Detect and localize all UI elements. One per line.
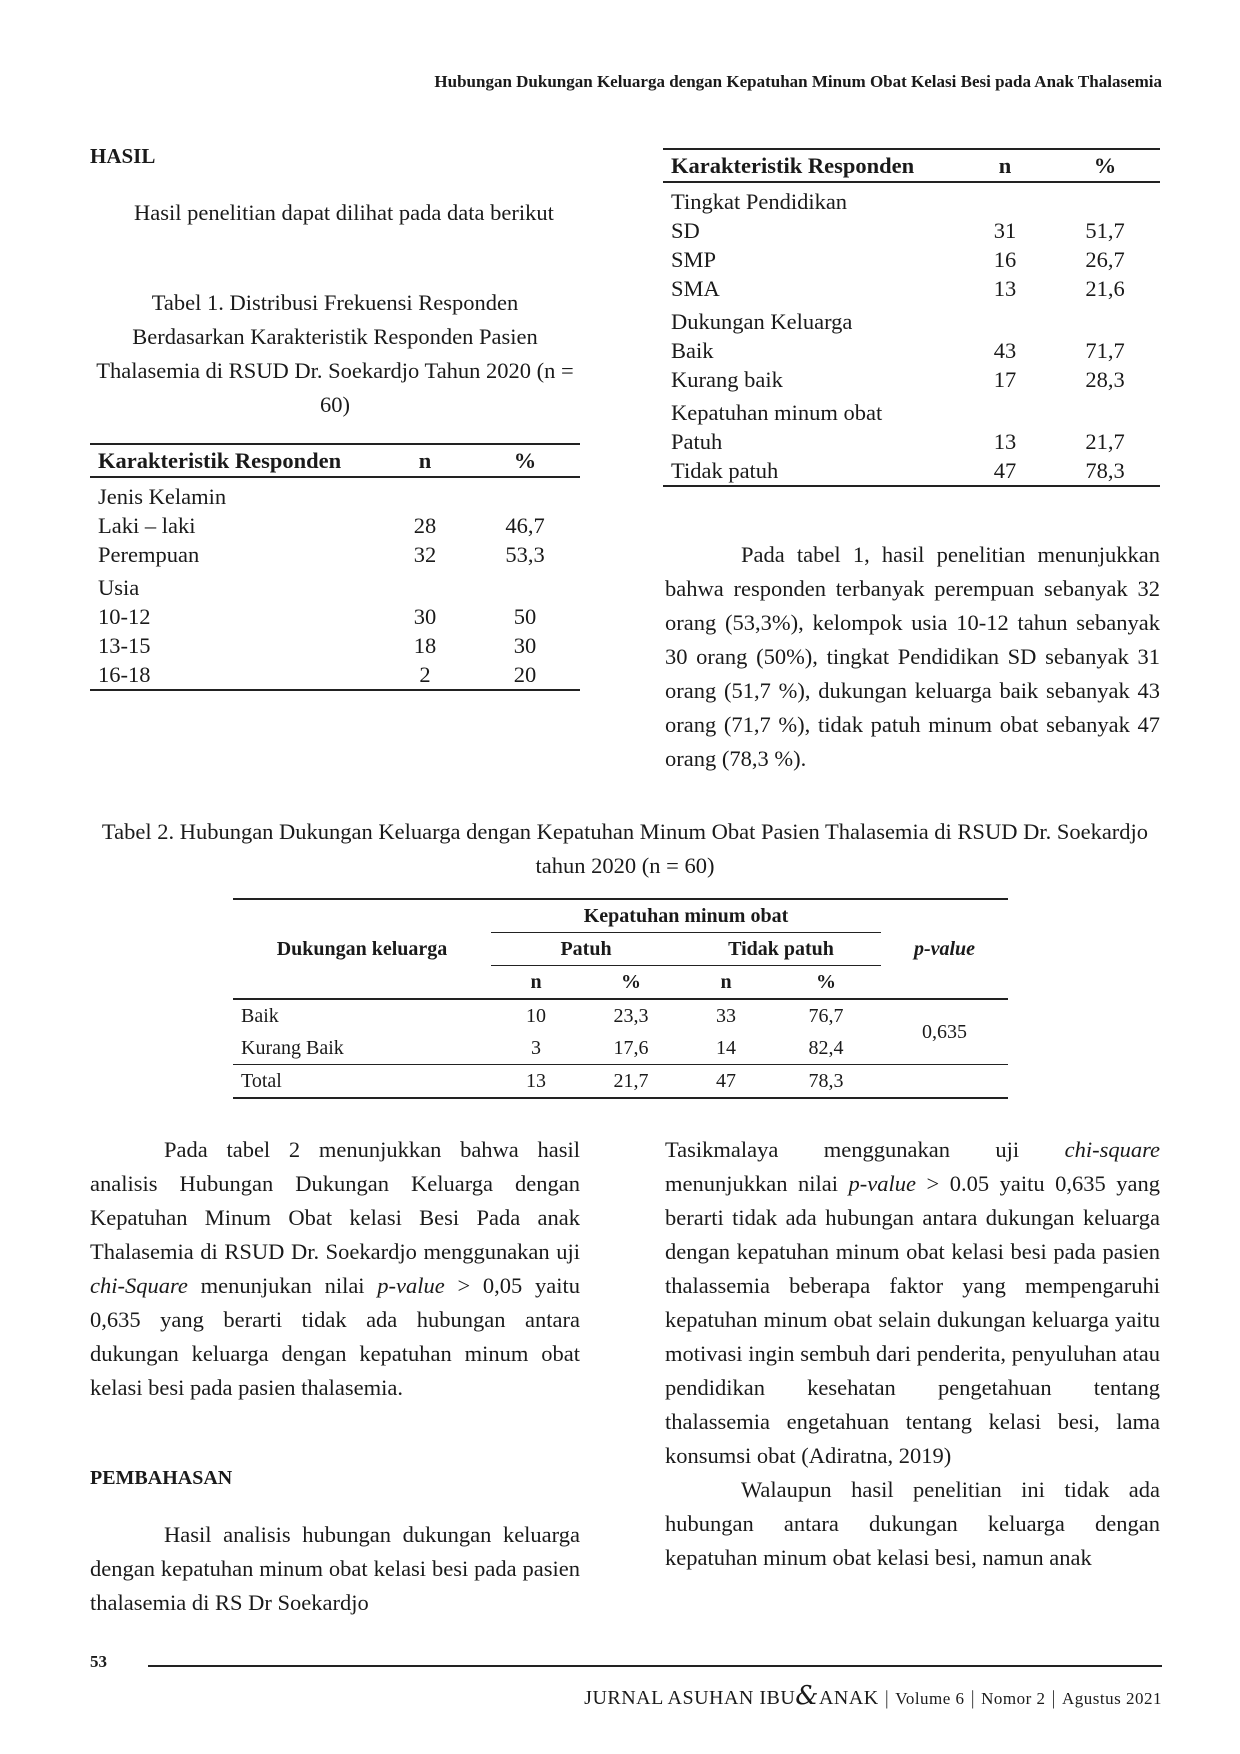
text-run: Walaupun hasil penelitian ini tidak ada hubungan antara dukungan keluarga dengan kepatuhan minum obat kelasi besi, namun anak xyxy=(665,1477,1160,1570)
table2-row-total xyxy=(233,1065,1008,1099)
table1-row xyxy=(90,540,580,569)
journal-name-part2: ANAK xyxy=(818,1687,879,1709)
table1-row xyxy=(663,427,1160,456)
table2-header-patuh-pct: % xyxy=(621,971,641,993)
table2-row-label: Kurang Baik xyxy=(241,1037,344,1059)
running-head: Hubungan Dukungan Keluarga dengan Kepatuhan Minum Obat Kelasi Besi pada Anak Thalasemia xyxy=(434,72,1162,91)
table2 xyxy=(233,898,1008,1099)
section-title-hasil: HASIL xyxy=(90,144,156,168)
table1-cell-n: 28 xyxy=(413,513,437,538)
table1-row xyxy=(663,365,1160,394)
table1-cell-pct: 71,7 xyxy=(1085,338,1125,363)
table1-row xyxy=(90,631,580,660)
table1-group-label: Kepatuhan minum obat xyxy=(671,400,883,425)
table2-row-baik xyxy=(233,999,1008,1032)
text-run: > 0.05 yaitu 0,635 yang berarti tidak ada hubungan antara dukungan keluarga dengan kepatuhan minum obat kelasi besi pada pasien thalassemia beberapa faktor yang mempengaruhi kepatuhan minum obat selain dukungan keluarga yaitu motivasi ingin sembuh dari penderita, penyuluhan atau pendidikan kesehatan pengetahuan tentang thalassemia engetahuan tentang kelasi besi, lama konsumsi obat (Adiratna, 2019) xyxy=(665,1171,1160,1468)
section-title-pembahasan: PEMBAHASAN xyxy=(90,1467,233,1489)
table1-cell-label: Baik xyxy=(671,338,714,363)
journal-ampersand: & xyxy=(795,1681,819,1711)
table1-row xyxy=(663,336,1160,365)
table1-row xyxy=(663,456,1160,486)
table1-cell-label: Laki – laki xyxy=(98,513,196,538)
table1-cell-label: Tidak patuh xyxy=(671,458,779,483)
table2-total-patuh-n: 13 xyxy=(491,1065,581,1099)
table1-cell-n: 32 xyxy=(413,542,437,567)
table1-cell-label: 10-12 xyxy=(98,604,151,629)
text-run: Pada tabel 2 menunjukkan bahwa hasil analisis Hubungan Dukungan Keluarga dengan Kepatuhan Minum Obat kelasi Besi Pada anak Thalasemia di RSUD Dr. Soekardjo menggunakan uji xyxy=(90,1137,580,1264)
table1-cell-label: SMP xyxy=(671,247,717,272)
table2-cell-patuh-n: 10 xyxy=(526,1005,546,1027)
table1-group-row xyxy=(90,569,580,602)
table1-cell-pct: 26,7 xyxy=(1085,247,1125,272)
table2-discussion-paragraph xyxy=(90,1133,580,1405)
table1-group-label: Jenis Kelamin xyxy=(98,484,227,509)
table1-row xyxy=(663,274,1160,303)
table2-cell-tidak-n: 14 xyxy=(716,1037,736,1059)
table1-cell-label: SD xyxy=(671,218,700,243)
results-text: Pada tabel 1, hasil penelitian menunjukkan bahwa responden terbanyak perempuan sebanyak 32 orang (53,3%), kelompok usia 10-12 tahun sebanyak 30 orang (50%), tingkat Pendidikan SD sebanyak 31 orang (51,7 %), dukungan keluarga baik sebanyak 43 orang (71,7 %), tidak patuh minum obat sebanyak 47 orang (78,3 %). xyxy=(665,542,1160,771)
table1-cell-label: Kurang baik xyxy=(671,367,783,392)
footer-sep: | xyxy=(884,1687,890,1709)
term-chi-square: chi-square xyxy=(1064,1137,1160,1162)
pembahasan-paragraph xyxy=(90,1518,580,1620)
journal-footer xyxy=(400,1681,1162,1711)
table1-right-header-n: n xyxy=(998,153,1012,178)
table1-row xyxy=(90,660,580,690)
right-discussion-paragraph xyxy=(665,1133,1160,1575)
table1-group-label: Dukungan Keluarga xyxy=(671,309,853,334)
table1-cell-n: 31 xyxy=(993,218,1017,243)
table1-cell-n: 13 xyxy=(993,429,1017,454)
table2-total-tidak-n: 47 xyxy=(681,1065,771,1099)
table2-cell-patuh-n: 3 xyxy=(531,1037,541,1059)
term-p-value: p-value xyxy=(848,1171,916,1196)
table1-row xyxy=(90,602,580,631)
table1-cell-pct: 30 xyxy=(513,633,537,658)
table1-row xyxy=(90,511,580,540)
intro-text: Hasil penelitian dapat dilihat pada data berikut xyxy=(134,200,554,225)
table1-cell-pct: 78,3 xyxy=(1085,458,1125,483)
table1-header-pct: % xyxy=(513,448,537,473)
page-number: 53 xyxy=(90,1652,107,1671)
table2-total-patuh-pct: 21,7 xyxy=(581,1065,681,1099)
journal-number: Nomor 2 xyxy=(981,1689,1046,1708)
table2-cell-tidak-pct: 82,4 xyxy=(808,1037,844,1059)
table1-group-label: Usia xyxy=(98,575,140,600)
table1-cell-pct: 46,7 xyxy=(505,513,545,538)
table1-cell-pct: 21,7 xyxy=(1085,429,1125,454)
table1-cell-n: 2 xyxy=(419,662,431,687)
table2-header-tidak-pct: % xyxy=(816,971,836,993)
table2-caption: Tabel 2. Hubungan Dukungan Keluarga dengan Kepatuhan Minum Obat Pasien Thalasemia di RSUD Dr. Soekardjo tahun 2020 (n = 60) xyxy=(101,819,1149,878)
footer-sep: | xyxy=(1051,1687,1057,1709)
table2-total-pvalue-empty xyxy=(881,1065,1008,1099)
table1-cell-pct: 51,7 xyxy=(1085,218,1125,243)
table1-cell-n: 17 xyxy=(993,367,1017,392)
table2-total-label: Total xyxy=(233,1065,491,1099)
text-run: Tasikmalaya menggunakan uji xyxy=(665,1137,1065,1162)
footer-divider xyxy=(148,1665,1162,1667)
table1-row xyxy=(663,245,1160,274)
table1-cell-pct: 50 xyxy=(513,604,537,629)
table1-cell-n: 16 xyxy=(993,247,1017,272)
table2-header-dukungan: Dukungan keluarga xyxy=(276,938,448,960)
table1-cell-n: 30 xyxy=(413,604,437,629)
table1-cell-label: 13-15 xyxy=(98,633,151,658)
table2-header-pvalue: p-value xyxy=(913,938,976,960)
footer-sep: | xyxy=(970,1687,976,1709)
table1-header-characteristic: Karakteristik Responden xyxy=(98,448,342,473)
table1-group-row xyxy=(663,182,1160,216)
table2-cell-patuh-pct: 17,6 xyxy=(613,1037,649,1059)
table1-cell-pct: 21,6 xyxy=(1085,276,1125,301)
table1-caption: Tabel 1. Distribusi Frekuensi Responden Berdasarkan Karakteristik Responden Pasien Thalasemia di RSUD Dr. Soekardjo Tahun 2020 (n = 60) xyxy=(96,290,574,417)
journal-date: Agustus 2021 xyxy=(1062,1689,1162,1708)
table2-total-tidak-pct: 78,3 xyxy=(771,1065,881,1099)
table1-group-label: Tingkat Pendidikan xyxy=(671,189,848,214)
text-run: menunjukan nilai xyxy=(187,1273,378,1298)
table2-header-tidak-patuh: Tidak patuh xyxy=(681,933,881,966)
table1-right-header-characteristic: Karakteristik Responden xyxy=(671,153,915,178)
table2-cell-pvalue: 0,635 xyxy=(922,1021,967,1043)
table2-cell-tidak-pct: 76,7 xyxy=(808,1005,844,1027)
table1-cell-n: 43 xyxy=(993,338,1017,363)
journal-volume: Volume 6 xyxy=(895,1689,965,1708)
table1-cell-pct: 28,3 xyxy=(1085,367,1125,392)
table1-cell-n: 47 xyxy=(993,458,1017,483)
table2-header-patuh-n: n xyxy=(530,971,542,993)
table1-cell-n: 13 xyxy=(993,276,1017,301)
term-chi-square: chi-Square xyxy=(90,1273,188,1298)
intro-paragraph xyxy=(90,196,580,230)
journal-name-part1: JURNAL ASUHAN IBU xyxy=(584,1687,796,1709)
text-run: > 0,05 yaitu 0,635 yang berarti tidak ada hubungan antara dukungan keluarga dengan kepatuhan minum obat kelasi besi pada pasien thalasemia. xyxy=(90,1273,580,1400)
table1-header-n: n xyxy=(418,448,432,473)
table1-cell-label: 16-18 xyxy=(98,662,151,687)
table1-row xyxy=(663,216,1160,245)
table1-left xyxy=(90,443,580,691)
pembahasan-text: Hasil analisis hubungan dukungan keluarga dengan kepatuhan minum obat kelasi besi pada pasien thalasemia di RS Dr Soekardjo xyxy=(90,1522,580,1615)
table1-cell-label: Patuh xyxy=(671,429,723,454)
table1-right-header-pct: % xyxy=(1093,153,1117,178)
table1-right xyxy=(663,148,1160,487)
table1-cell-label: SMA xyxy=(671,276,720,301)
term-p-value: p-value xyxy=(377,1273,445,1298)
table1-cell-pct: 20 xyxy=(513,662,537,687)
table1-cell-pct: 53,3 xyxy=(505,542,545,567)
table1-group-row xyxy=(663,303,1160,336)
table2-header-patuh: Patuh xyxy=(491,933,681,966)
table1-cell-n: 18 xyxy=(413,633,437,658)
table2-header-tidak-n: n xyxy=(720,971,732,993)
table1-group-row xyxy=(90,477,580,511)
table1-cell-label: Perempuan xyxy=(98,542,200,567)
table1-group-row xyxy=(663,394,1160,427)
text-run: menunjukkan nilai xyxy=(665,1171,849,1196)
table2-cell-patuh-pct: 23,3 xyxy=(613,1005,649,1027)
table2-cell-tidak-n: 33 xyxy=(716,1005,736,1027)
table2-header-kepatuhan: Kepatuhan minum obat xyxy=(491,899,881,933)
results-paragraph xyxy=(665,538,1160,776)
table2-row-label: Baik xyxy=(241,1005,279,1027)
